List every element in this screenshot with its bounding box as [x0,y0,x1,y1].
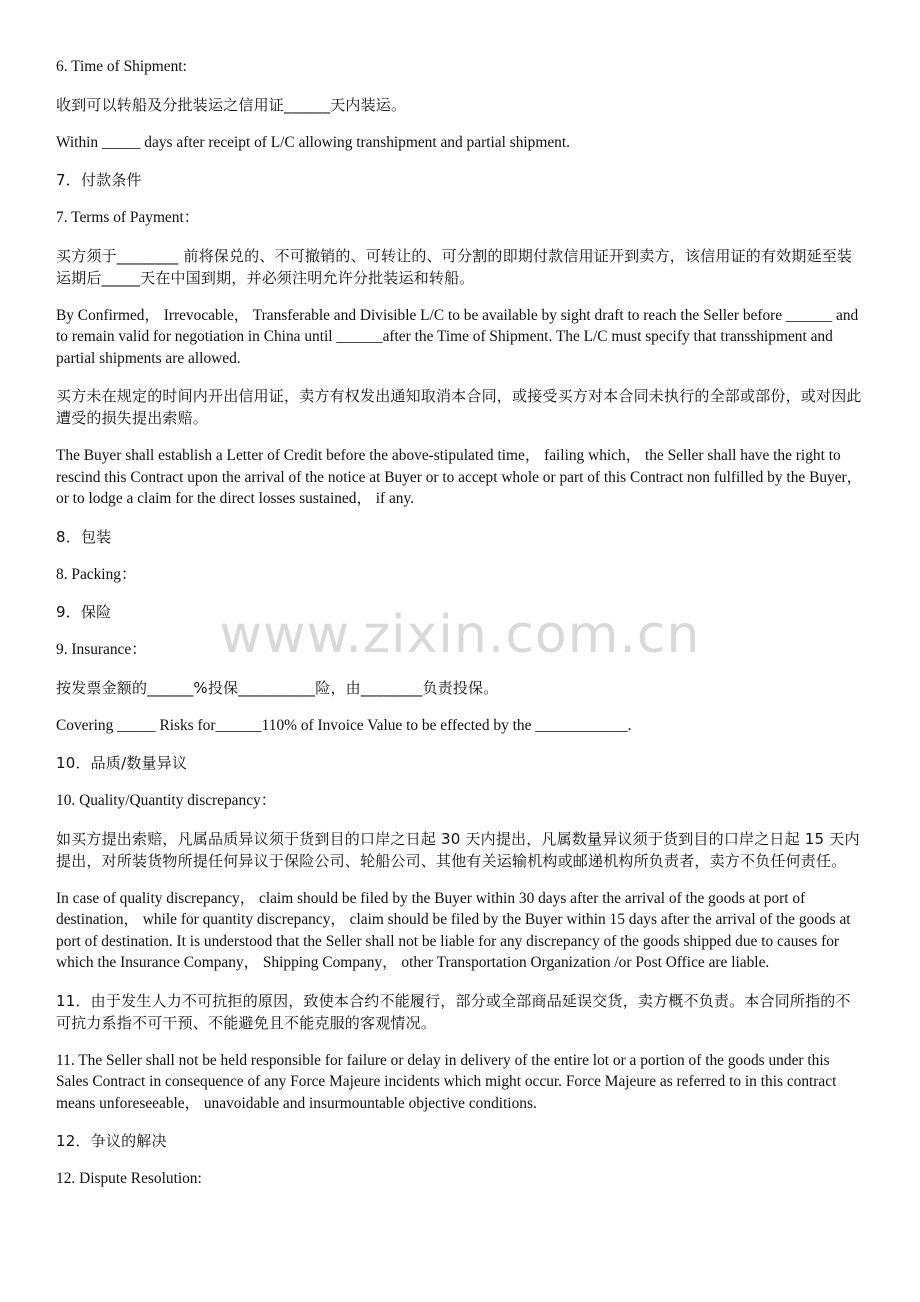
payment-clause-en: By Confirmed， Irrevocable， Transferable and Divisible L/C to be available by sight draft to reach the Seller before ______ and to remain valid for negotiation in China until ______after the Time of Shipment. The L/C must specify that transshipment and partial shipments are allowed. [56,306,859,367]
shipment-heading-en: 6. Time of Shipment: [56,58,187,75]
lc-failure-clause-zh: 买方未在规定的时间内开出信用证，卖方有权发出通知取消本合同，或接受买方对本合同未执行的全部或部份，或对因此遭受的损失提出索赔。 [56,387,862,427]
shipment-clause-zh: 收到可以转船及分批装运之信用证______天内装运。 [56,95,407,114]
force-majeure-clause-en: 11. The Seller shall not be held responsible for failure or delay in delivery of the entire lot or a portion of the goods under this Sales Contract in consequence of any Force Majeure incidents which might occur. Force Majeure as referred to in this contract means unforeseeable， unavoidable and insurmountable objective conditions. [56,1051,837,1112]
lc-failure-clause-en: The Buyer shall establish a Letter of Credit before the above-stipulated time， failing which， the Seller shall have the right to rescind this Contract upon the arrival of the notice at Buyer or to accept whole or part of this Contract non fulfilled by the Buyer， or to lodge a claim for the direct losses sustained， if any. [56,447,863,507]
watermark: www.zixin.com.cn [219,605,701,665]
payment-clause-zh: 买方须于________ 前将保兑的、不可撤销的、可转让的、可分割的即期付款信用证开到卖方，该信用证的有效期延至装运期后_____天在中国到期，并必须注明允许分批装运和转船。 [56,246,853,287]
payment-heading-zh: 7．付款条件 [56,171,142,189]
packing-heading-en: 8. Packing： [56,565,137,583]
packing-heading-zh: 8．包装 [56,527,112,546]
insurance-heading-en: 9. Insurance： [56,641,147,658]
insurance-clause-zh: 按发票金额的______%投保__________险，由________负责投保。 [56,678,499,697]
discrepancy-heading-en: 10. Quality/Quantity discrepancy： [56,792,277,809]
discrepancy-heading-zh: 10．品质/数量异议 [56,754,188,772]
force-majeure-clause-zh: 11．由于发生人力不可抗拒的原因，致使本合约不能履行，部分或全部商品延误交货，卖方概不负责。本合同所指的不可抗力系指不可干预、不能避免且不能克服的客观情况。 [56,991,851,1032]
dispute-heading-zh: 12．争议的解决 [56,1132,167,1150]
shipment-clause-en: Within _____ days after receipt of L/C allowing transhipment and partial shipment. [56,133,570,151]
payment-heading-en: 7. Terms of Payment： [56,209,200,226]
dispute-heading-en: 12. Dispute Resolution: [56,1170,202,1187]
document-body [56,56,864,1206]
discrepancy-clause-zh: 如买方提出索赔，凡属品质异议须于货到目的口岸之日起 30 天内提出，凡属数量异议须于货到目的口岸之日起 15 天内提出，对所装货物所提任何异议于保险公司、轮船公司、其他有关运输机构或邮递机构所负责者，卖方不负任何责任。 [56,829,860,870]
insurance-heading-zh: 9．保险 [56,603,112,621]
insurance-clause-en: Covering _____ Risks for______110% of Invoice Value to be effected by the ____________. [56,716,632,734]
discrepancy-clause-en: In case of quality discrepancy， claim should be filed by the Buyer within 30 days after the arrival of the goods at port of destination， while for quantity discrepancy， claim should be filed by the Buyer within 15 days after the arrival of the goods at port of destination. It is understood that the Seller shall not be liable for any discrepancy of the goods shipped due to causes for which the Insurance Company， Shipping Company， other Transportation Organization /or Post Office are liable. [56,889,851,971]
